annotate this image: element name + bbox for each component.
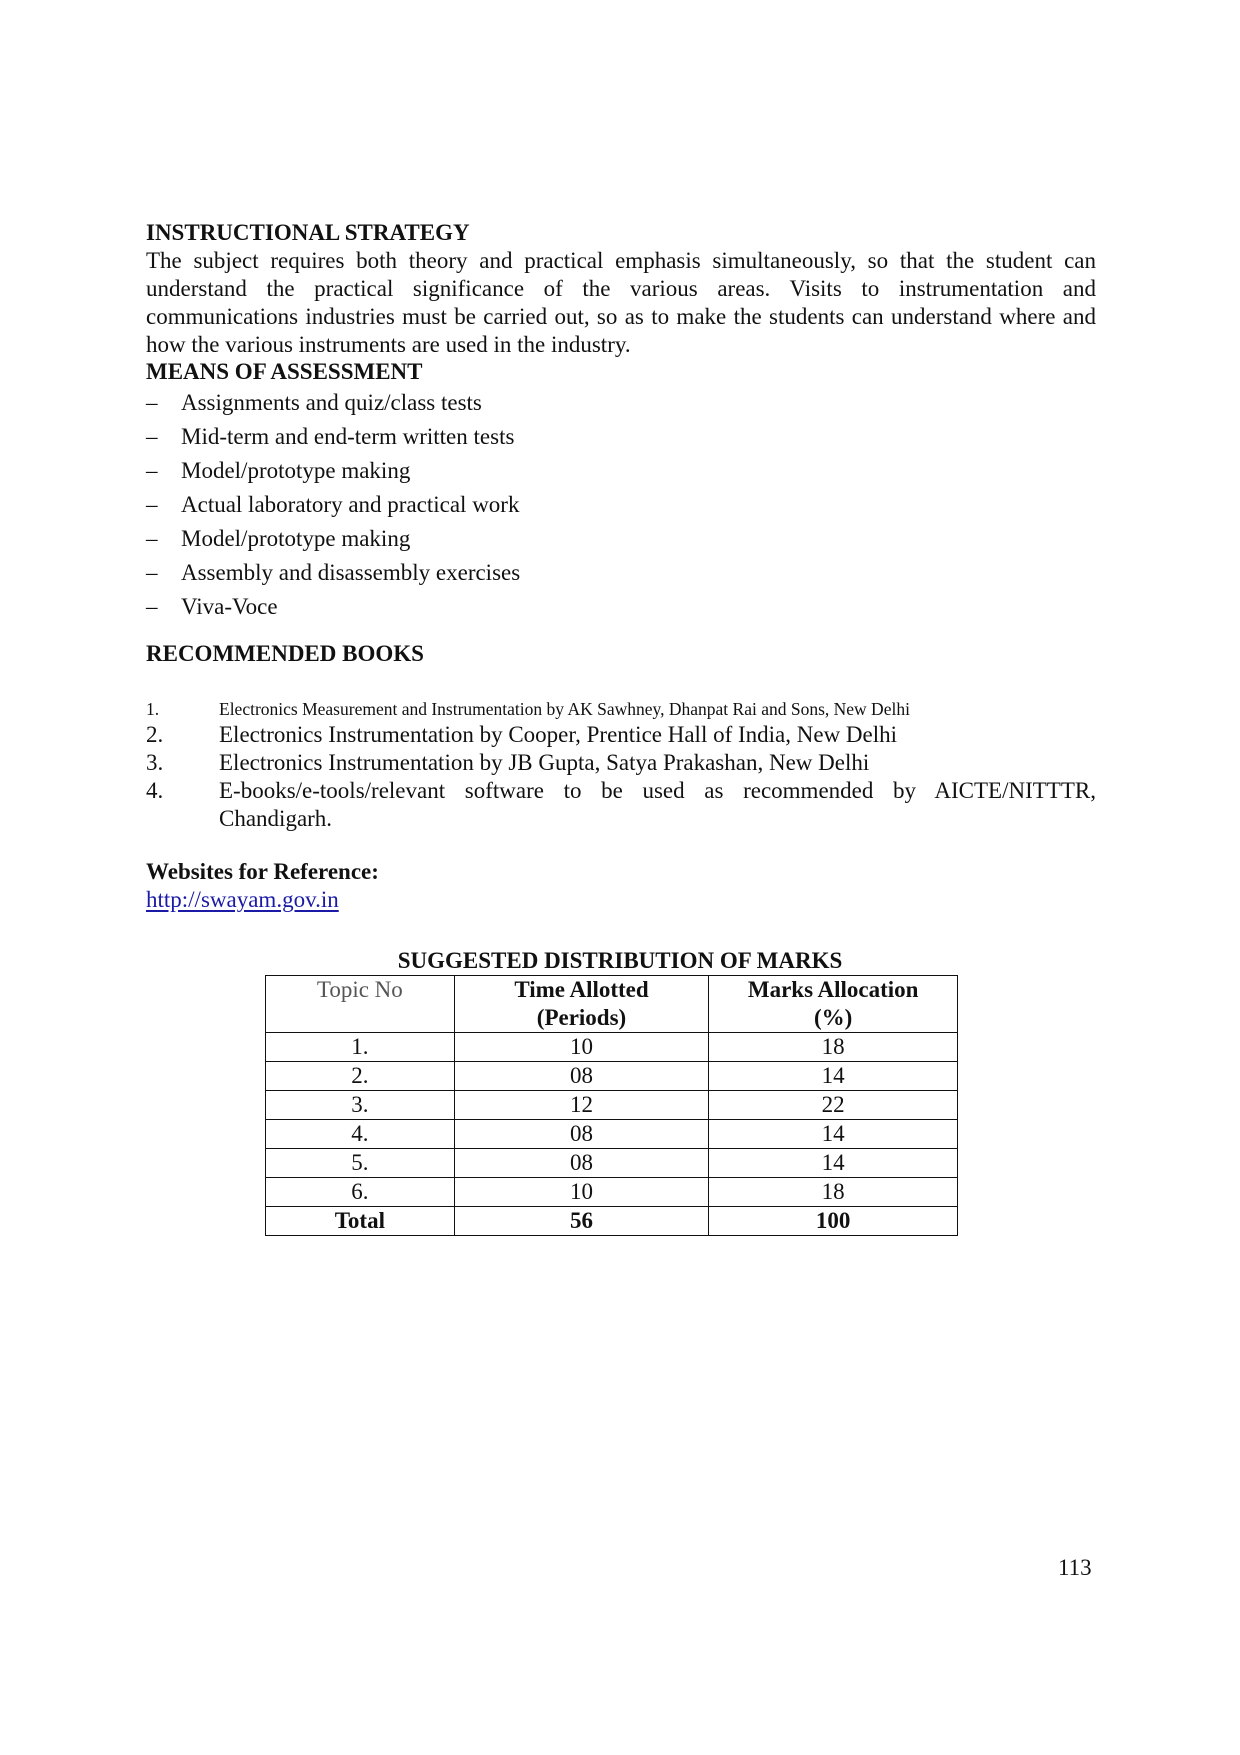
marks-cell: 14 [709, 1120, 958, 1149]
marks-header-line2: (%) [813, 1005, 853, 1030]
recommended-books-section [146, 640, 1096, 668]
marks-distribution-table [265, 975, 958, 1236]
assessment-item-text: Assembly and disassembly exercises [181, 560, 521, 585]
instructional-strategy-text: The subject requires both theory and practical emphasis simultaneously, so that the student can understand the practical significance of the various areas. Visits to instrumentation and communications industries must be carried out, so as to make the students can understand where and how the various instruments are used in the industry. [146, 248, 1096, 357]
time-header-line2: (Periods) [536, 1005, 627, 1030]
assessment-section [146, 358, 1096, 624]
book-item [146, 777, 1096, 833]
dash-bullet: – [146, 526, 158, 551]
assessment-item-text: Model/prototype making [181, 526, 411, 551]
book-text: Electronics Instrumentation by Cooper, Prentice Hall of India, New Delhi [219, 722, 898, 747]
assessment-item [146, 488, 1096, 522]
assessment-list [146, 386, 1096, 624]
topic-cell: 5. [266, 1149, 455, 1178]
dash-bullet: – [146, 492, 158, 517]
table-total-row [266, 1207, 958, 1236]
marks-header-line1: Marks Allocation [747, 977, 919, 1002]
assessment-item [146, 590, 1096, 624]
assessment-item [146, 522, 1096, 556]
table-row [266, 1149, 958, 1178]
book-number: 4. [146, 778, 164, 803]
book-text: Electronics Measurement and Instrumentation by AK Sawhney, Dhanpat Rai and Sons, New Delhi [219, 699, 910, 719]
assessment-item-text: Assignments and quiz/class tests [181, 390, 482, 415]
topic-cell: 1. [266, 1033, 455, 1062]
time-cell: 08 [454, 1062, 709, 1091]
time-cell: 10 [454, 1178, 709, 1207]
time-cell: 08 [454, 1149, 709, 1178]
assessment-item [146, 420, 1096, 454]
table-row [266, 1033, 958, 1062]
marks-cell: 14 [709, 1062, 958, 1091]
book-number: 1. [146, 699, 160, 719]
books-list-wrapper [146, 697, 1096, 833]
assessment-heading: MEANS OF ASSESSMENT [146, 359, 423, 384]
table-row [266, 1178, 958, 1207]
book-item [146, 749, 1096, 777]
table-header-row [266, 976, 958, 1033]
topic-header-text: Topic No [316, 977, 403, 1002]
assessment-item [146, 454, 1096, 488]
books-list [146, 697, 1096, 833]
dash-bullet: – [146, 390, 158, 415]
websites-section [146, 858, 1096, 914]
assessment-item-text: Viva-Voce [181, 594, 278, 619]
dash-bullet: – [146, 458, 158, 483]
book-number: 3. [146, 750, 164, 775]
marks-cell: 22 [709, 1091, 958, 1120]
topic-cell: 4. [266, 1120, 455, 1149]
dash-bullet: – [146, 424, 158, 449]
topic-cell: 3. [266, 1091, 455, 1120]
assessment-item-text: Model/prototype making [181, 458, 411, 483]
total-label-cell: Total [266, 1207, 455, 1236]
time-header-line1: Time Allotted [514, 977, 649, 1002]
page-number: 113 [1058, 1555, 1092, 1580]
assessment-item [146, 556, 1096, 590]
assessment-item-text: Actual laboratory and practical work [181, 492, 520, 517]
marks-cell: 18 [709, 1033, 958, 1062]
instructional-strategy-heading: INSTRUCTIONAL STRATEGY [146, 220, 470, 245]
topic-header [266, 976, 455, 1033]
assessment-item-text: Mid-term and end-term written tests [181, 424, 515, 449]
marks-header [709, 976, 958, 1033]
book-item [146, 697, 1096, 721]
instructional-strategy-section [146, 219, 1096, 359]
marks-cell: 18 [709, 1178, 958, 1207]
total-time-cell: 56 [454, 1207, 709, 1236]
total-marks-cell: 100 [709, 1207, 958, 1236]
websites-heading: Websites for Reference: [146, 859, 379, 884]
table-row [266, 1120, 958, 1149]
book-item [146, 721, 1096, 749]
time-cell: 10 [454, 1033, 709, 1062]
time-header [454, 976, 709, 1033]
table-row [266, 1062, 958, 1091]
assessment-item [146, 386, 1096, 420]
topic-cell: 2. [266, 1062, 455, 1091]
book-text: E-books/e-tools/relevant software to be used as recommended by AICTE/NITTTR, Chandigarh. [219, 778, 1096, 831]
book-text: Electronics Instrumentation by JB Gupta, Satya Prakashan, New Delhi [219, 750, 870, 775]
time-cell: 12 [454, 1091, 709, 1120]
marks-cell: 14 [709, 1149, 958, 1178]
table-row [266, 1091, 958, 1120]
marks-table-title: SUGGESTED DISTRIBUTION OF MARKS [397, 948, 843, 973]
book-number: 2. [146, 722, 164, 747]
recommended-books-heading: RECOMMENDED BOOKS [146, 641, 424, 666]
time-cell: 08 [454, 1120, 709, 1149]
swayam-link[interactable]: http://swayam.gov.in [146, 887, 339, 912]
dash-bullet: – [146, 594, 158, 619]
topic-cell: 6. [266, 1178, 455, 1207]
dash-bullet: – [146, 560, 158, 585]
